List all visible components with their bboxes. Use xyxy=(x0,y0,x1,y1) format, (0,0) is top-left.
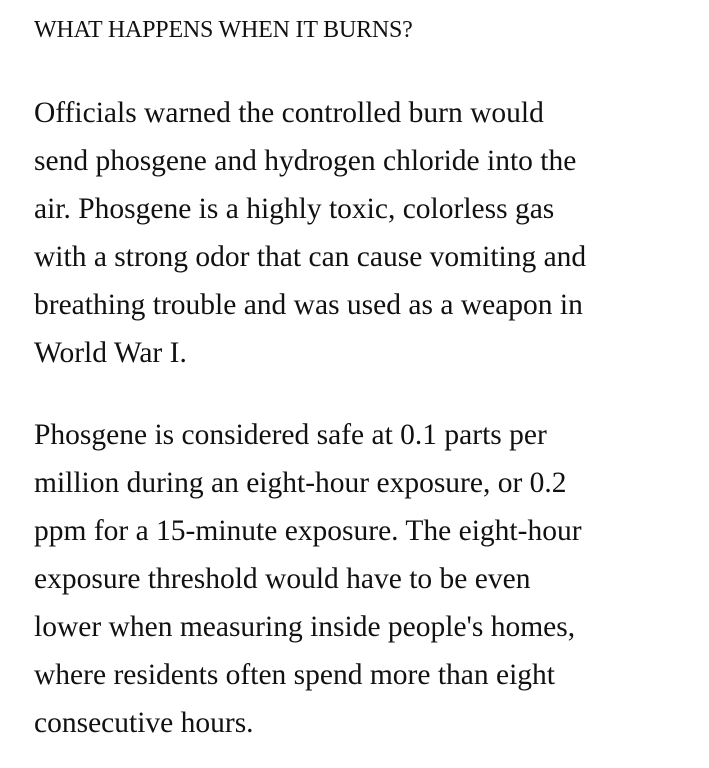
paragraph-line: Officials warned the controlled burn would xyxy=(34,97,544,129)
paragraph-1 xyxy=(34,89,694,377)
paragraph-line: exposure threshold would have to be even xyxy=(34,563,531,595)
paragraph-line: air. Phosgene is a highly toxic, colorless gas xyxy=(34,193,555,225)
paragraph-line: with a strong odor that can cause vomiting and xyxy=(34,241,587,273)
paragraph-line: breathing trouble and was used as a weapon in xyxy=(34,289,583,321)
paragraph-line: where residents often spend more than eight xyxy=(34,659,556,691)
paragraph-2 xyxy=(34,411,694,747)
paragraph-line: consecutive hours. xyxy=(34,707,254,739)
paragraph-line: World War I. xyxy=(34,337,187,369)
paragraph-line: million during an eight-hour exposure, or 0.2 xyxy=(34,467,567,499)
paragraph-line: ppm for a 15-minute exposure. The eight-hour xyxy=(34,515,582,547)
section-heading: WHAT HAPPENS WHEN IT BURNS? xyxy=(34,17,413,43)
paragraph-line: send phosgene and hydrogen chloride into the xyxy=(34,145,577,177)
paragraph-line: Phosgene is considered safe at 0.1 parts per xyxy=(34,419,547,451)
paragraph-line: lower when measuring inside people's homes, xyxy=(34,611,576,643)
